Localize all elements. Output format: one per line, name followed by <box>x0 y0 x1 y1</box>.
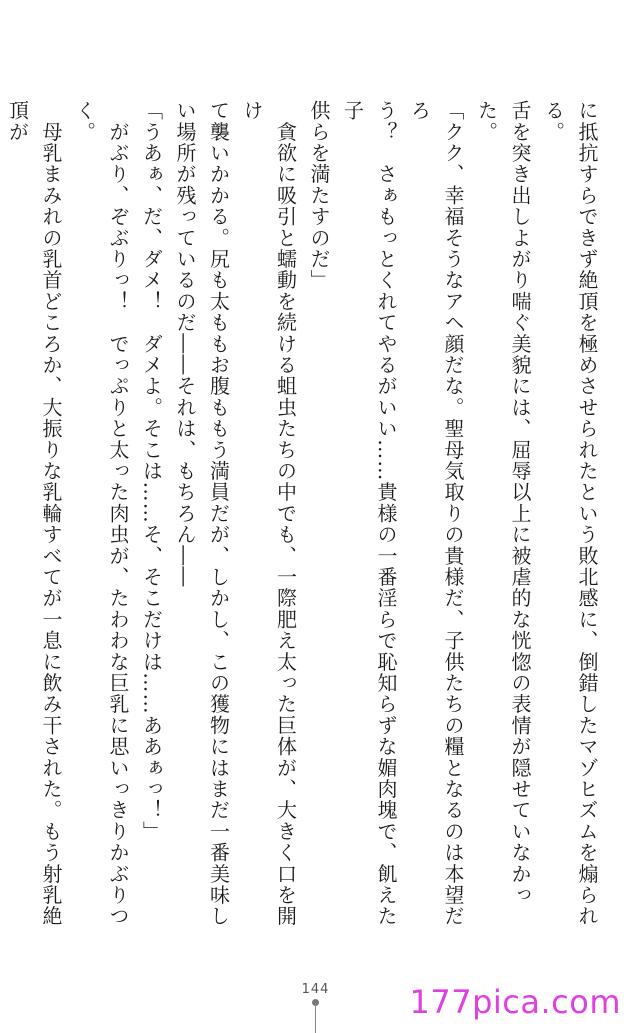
text-line: う？ さぁもっとくれてやるがいい……貴様の一番淫らで恥知らずな媚肉塊で、飢えた子 <box>340 100 398 927</box>
page-number: 144 <box>301 982 330 997</box>
text-line: 舌を突き出しよがり喘ぐ美貌には、屈辱以上に被虐的な恍惚の表情が隠せていなかった。 <box>474 100 532 906</box>
text-line: 「クク、幸福そうなアヘ顔だな。聖母気取りの貴様だ、子供たちの糧となるのは本望だろ <box>407 100 465 927</box>
text-line: 「うあぁ、だ、ダメ！ ダメよ。そこは……そ、そこだけは……ああぁっ！」 <box>139 100 164 842</box>
text-line: がぶり、ぞぶりっ！ でっぷりと太った肉虫が、たわわな巨乳に思いっきりかぶりつく。 <box>72 100 130 927</box>
text-line: 母乳まみれの乳首どころか、大振りな乳輪すべてが一息に飲み干された。もう射乳絶頂が <box>5 100 63 927</box>
text-line: 供らを満たすのだ」 <box>307 100 331 291</box>
text-line: に抵抗すらできず絶頂を極めさせられたという敗北感に、倒錯したマゾヒズムを煽られる。 <box>541 100 599 927</box>
text-line: 貪欲に吸引と蠕動を続ける蛆虫たちの中でも、一際肥え太った巨体が、大きく口を開け <box>240 100 298 927</box>
folio-divider <box>315 1003 316 1033</box>
watermark-text: 177pica.com <box>409 983 621 1021</box>
text-line: い場所が残っているのだ――それは、もちろん―― <box>173 100 197 588</box>
text-line: て襲いかかる。尻も太ももお腹ももう満員だが、しかし、この獲物にはまだ一番美味し <box>206 100 231 927</box>
vertical-text-body <box>5 100 603 940</box>
